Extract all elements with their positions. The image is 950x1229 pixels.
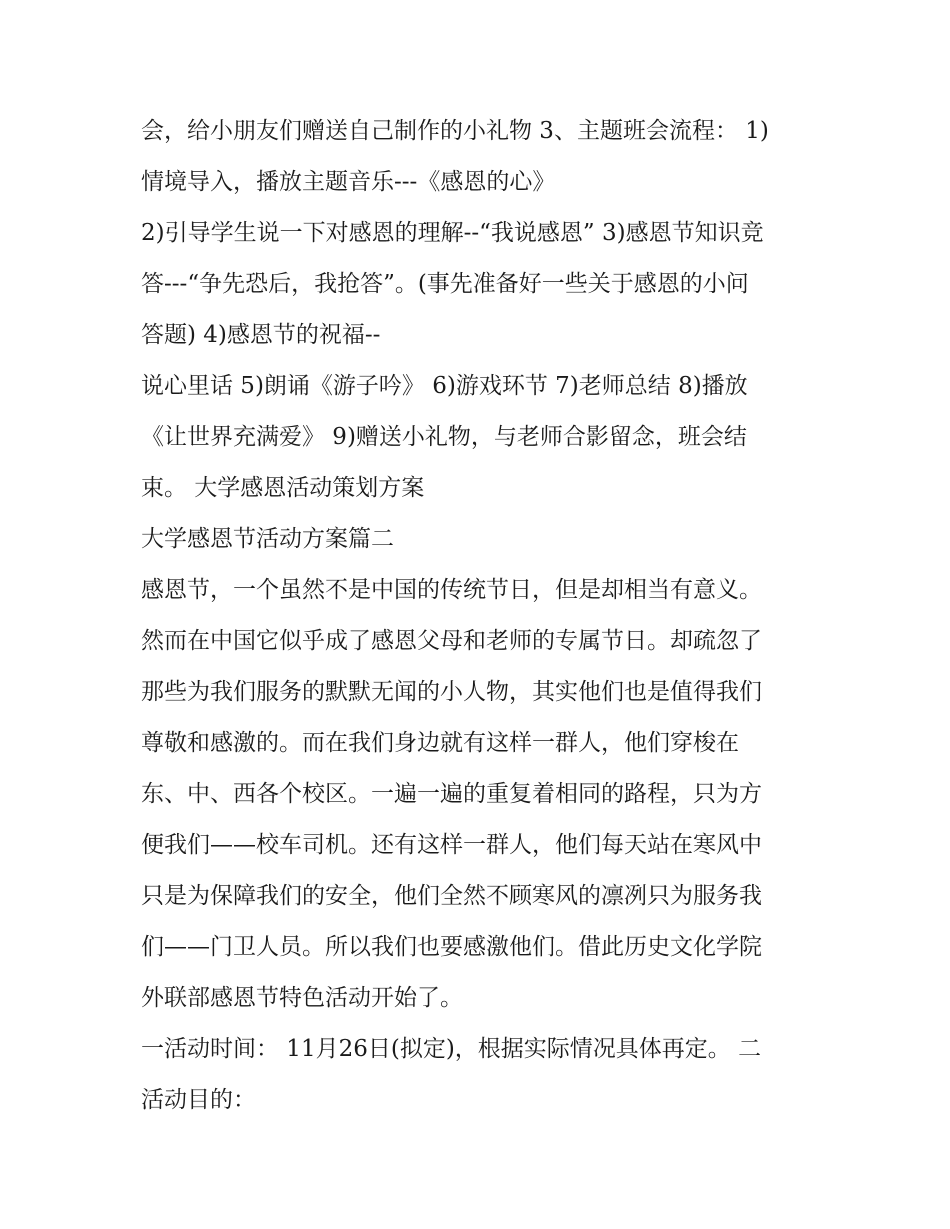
text-line: 们——门卫人员。所以我们也要感激他们。借此历史文化学院 <box>141 934 762 960</box>
text-line: 情境导入，播放主题音乐---《感恩的心》 <box>141 169 556 195</box>
section-heading: 大学感恩节活动方案篇二 <box>141 526 394 552</box>
text-line: 《让世界充满爱》 9)赠送小礼物，与老师合影留念，班会结 <box>141 424 747 450</box>
text-line: 2)引导学生说一下对感恩的理解--“我说感恩” 3)感恩节知识竞 <box>141 220 764 246</box>
text-line: 束。 大学感恩活动策划方案 <box>141 475 425 501</box>
text-line: 说心里话 5)朗诵《游子吟》 6)游戏环节 7)老师总结 8)播放 <box>141 373 748 399</box>
body-text <box>141 106 821 1126</box>
text-line: 感恩节，一个虽然不是中国的传统节日，但是却相当有意义。 <box>141 577 762 603</box>
text-line: 会，给小朋友们赠送自己制作的小礼物 3、主题班会流程： 1) <box>141 118 769 144</box>
text-line: 尊敬和感激的。而在我们身边就有这样一群人，他们穿梭在 <box>141 730 739 756</box>
text-line: 外联部感恩节特色活动开始了。 <box>141 985 463 1011</box>
text-line: 只是为保障我们的安全，他们全然不顾寒风的凛冽只为服务我 <box>141 883 762 909</box>
text-line: 东、中、西各个校区。一遍一遍的重复着相同的路程，只为方 <box>141 781 762 807</box>
text-line: 答---“争先恐后，我抢答”。(事先准备好一些关于感恩的小问 <box>141 271 749 297</box>
text-line: 一活动时间： 11月26日(拟定)，根据实际情况具体再定。 二 <box>141 1036 762 1062</box>
text-line: 答题) 4)感恩节的祝福-- <box>141 322 381 348</box>
text-line: 活动目的： <box>141 1087 256 1113</box>
text-line: 便我们——校车司机。还有这样一群人，他们每天站在寒风中 <box>141 832 762 858</box>
text-line: 然而在中国它似乎成了感恩父母和老师的专属节日。却疏忽了 <box>141 628 762 654</box>
text-line: 那些为我们服务的默默无闻的小人物，其实他们也是值得我们 <box>141 679 762 705</box>
